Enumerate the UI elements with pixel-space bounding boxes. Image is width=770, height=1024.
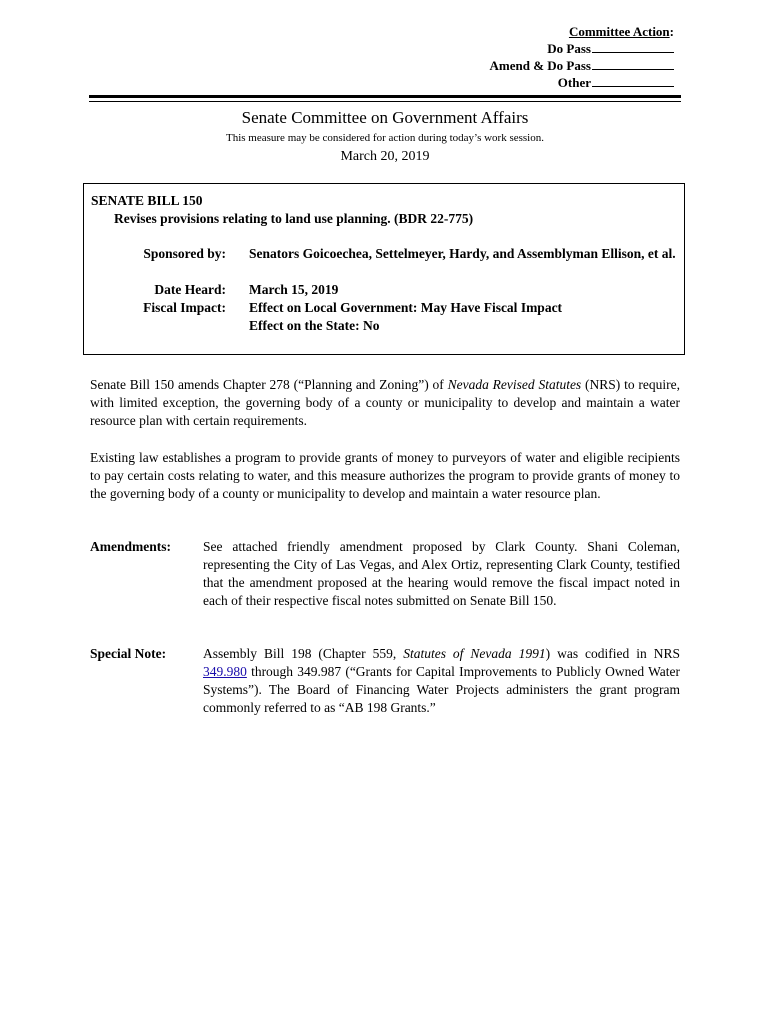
work-session-note: This measure may be considered for action during today’s work session. (225, 132, 544, 144)
fiscal-impact-label: Fiscal Impact: (143, 300, 226, 315)
session-date: March 20, 2019 (340, 149, 430, 164)
header-rule-thick (89, 95, 681, 98)
action-amend-do-pass: Amend & Do Pass (414, 57, 674, 74)
sponsored-value: Senators Goicoechea, Settelmeyer, Hardy, and Assemblyman Ellison, et al. (249, 246, 676, 261)
header-rule-thin (89, 101, 681, 102)
nrs-349-980-link[interactable]: 349.980 (203, 664, 247, 679)
committee-action-heading: Committee Action: (568, 24, 674, 39)
action-other: Other (414, 74, 674, 91)
summary-paragraph-2: Existing law establishes a program to provide grants of money to purveyors of water and eligible recipients to pay certain costs relating to water, and this measure authorizes the program to provide grants of money to the governing body of a county or municipality to develop and maintain a water resource plan. (90, 450, 680, 501)
committee-name: Senate Committee on Government Affairs (241, 108, 529, 127)
date-heard-value: March 15, 2019 (249, 282, 339, 297)
date-heard-label: Date Heard: (154, 282, 226, 297)
fiscal-state-value: Effect on the State: No (249, 318, 380, 333)
bill-title: SENATE BILL 150 (91, 193, 203, 208)
committee-action-block (414, 23, 674, 91)
special-note-label: Special Note: (90, 646, 167, 661)
bill-description: Revises provisions relating to land use planning. (BDR 22-775) (114, 211, 474, 226)
bill-summary-box (83, 183, 685, 355)
fiscal-local-value: Effect on Local Government: May Have Fiscal Impact (249, 300, 563, 315)
special-note-text: Assembly Bill 198 (Chapter 559, Statutes of Nevada 1991) was codified in NRS 349.980 through 349.987 (“Grants for Capital Improvements to Publicly Owned Water Systems”). The Board of Financing Water Projects administers the grant program commonly referred to as “AB 198 Grants.” (203, 646, 680, 715)
amendments-label: Amendments: (90, 539, 171, 554)
summary-paragraph-1: Senate Bill 150 amends Chapter 278 (“Planning and Zoning”) of Nevada Revised Statutes (NRS) to require, with limited exception, the governing body of a county or municipality to develop and maintain a water resource plan with certain requirements. (90, 377, 681, 428)
amendments-text: See attached friendly amendment proposed by Clark County. Shani Coleman, representing the City of Las Vegas, and Alex Ortiz, representing Clark County, testified that the amendment proposed at the hearing would remove the fiscal impact noted in each of their respective fiscal notes submitted on Senate Bill 150. (203, 539, 680, 608)
action-do-pass: Do Pass (414, 40, 674, 57)
sponsored-label: Sponsored by: (143, 246, 226, 261)
